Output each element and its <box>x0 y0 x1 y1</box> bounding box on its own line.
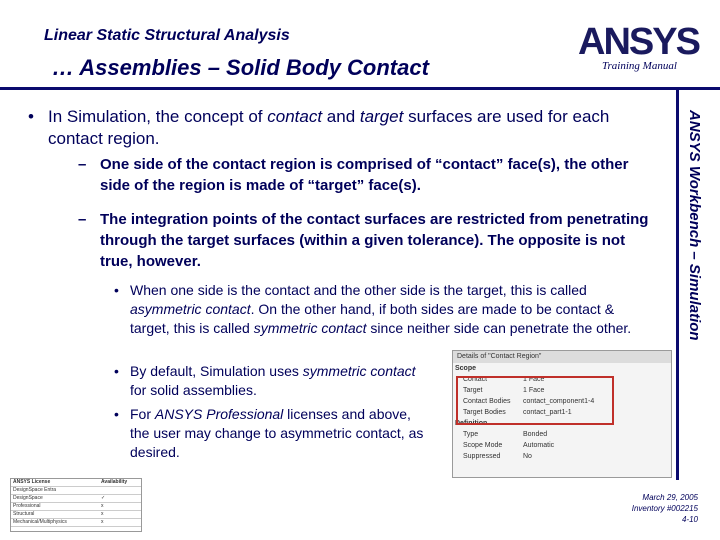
table-row: DesignSpace Entra <box>11 487 141 495</box>
license-table-header: ANSYS License Availability <box>11 479 141 487</box>
panel-row-scope-mode[interactable]: Scope Mode Automatic <box>463 442 555 449</box>
subsub-bullet-1: • When one side is the contact and the other side is the target, this is called asymmetric contact. On the other hand, if both sides are made to be contact & target, this is called symmetric contact since neither side can penetrate the other. <box>114 282 632 336</box>
contact-highlight-box <box>456 376 614 425</box>
panel-row-type[interactable]: Type Bonded <box>463 431 548 438</box>
panel-row-target[interactable]: Target 1 Face <box>463 387 545 394</box>
page-subtitle: Linear Static Structural Analysis <box>44 27 290 44</box>
table-row: Professional x <box>11 503 141 511</box>
sub-bullet-2: – The integration points of the contact surfaces are restricted from penetrating through the target surfaces (within a given tolerance). The opposite is not true, however. <box>78 211 649 270</box>
panel-row-suppressed[interactable]: Suppressed No <box>463 453 532 460</box>
footer-date: March 29, 2005 <box>642 493 698 502</box>
table-row: Mechanical/Multiphysics x <box>11 519 141 527</box>
footer-info <box>590 492 698 525</box>
side-divider <box>676 90 679 480</box>
panel-group-scope[interactable]: Scope <box>455 365 477 372</box>
table-row: Structural x <box>11 511 141 519</box>
panel-row-target-bodies[interactable]: Target Bodies contact_part1-1 <box>463 409 572 416</box>
ansys-logo <box>576 18 708 62</box>
side-banner: ANSYS Workbench – Simulation <box>686 110 703 341</box>
details-panel-title: Details of "Contact Region" <box>453 351 671 363</box>
table-row: DesignSpace ✓ <box>11 495 141 503</box>
header-divider <box>0 87 720 90</box>
panel-row-contact-bodies[interactable]: Contact Bodies contact_component1-4 <box>463 398 595 405</box>
license-table <box>10 478 142 532</box>
panel-group-definition[interactable]: Definition <box>455 420 488 427</box>
panel-row-contact[interactable]: Contact 1 Face <box>463 376 545 383</box>
footer-inventory: Inventory #002215 <box>631 504 698 513</box>
page-title: … Assemblies – Solid Body Contact <box>52 55 429 80</box>
footer-page-number: 4-10 <box>681 515 698 524</box>
svg-text:ANSYS: ANSYS <box>578 21 699 62</box>
training-manual-label: Training Manual <box>602 60 677 72</box>
bullet-main: • In Simulation, the concept of contact and target surfaces are used for each contact region. <box>28 107 610 148</box>
subsub-bullet-2: • By default, Simulation uses symmetric contact for solid assemblies. <box>114 363 416 398</box>
sub-bullet-1: – One side of the contact region is comprised of “contact” face(s), the other side of the region is made of “target” face(s). <box>78 156 629 194</box>
subsub-bullet-3: • For ANSYS Professional licenses and above, the user may change to asymmetric contact, as desired. <box>114 406 424 460</box>
